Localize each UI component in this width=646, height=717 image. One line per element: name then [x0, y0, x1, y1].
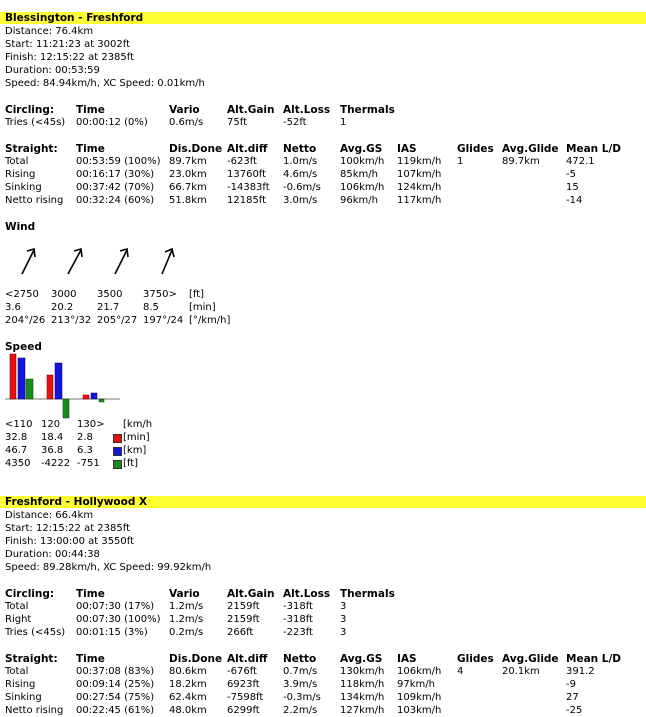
column-header: Dis.Done — [169, 143, 223, 155]
table-cell: -7598ft — [227, 692, 264, 703]
table-cell: 96km/h — [340, 195, 378, 206]
wind-cell: [ft] — [189, 289, 205, 300]
table-cell: Tries (<45s) — [5, 117, 66, 128]
wind-cell: 3500 — [97, 289, 123, 300]
wind-cell: 205°/27 — [97, 315, 138, 326]
wind-cell: 204°/26 — [5, 315, 46, 326]
table-cell: 6299ft — [227, 705, 260, 716]
table-cell: 00:27:54 (75%) — [76, 692, 155, 703]
table-cell: -14 — [566, 195, 583, 206]
column-header: Straight: — [5, 653, 58, 665]
table-cell: 4 — [457, 666, 464, 677]
speed-cell: 46.7 — [5, 445, 28, 456]
table-cell: 20.1km — [502, 666, 540, 677]
leg-2-header — [0, 496, 646, 508]
table-cell: 62.4km — [169, 692, 207, 703]
speed-cell: 6.3 — [77, 445, 93, 456]
table-cell: -0.3m/s — [283, 692, 321, 703]
wind-cell: 20.2 — [51, 302, 74, 313]
column-header: Straight: — [5, 143, 58, 155]
table-cell: 12185ft — [227, 195, 267, 206]
table-cell: 0.6m/s — [169, 117, 204, 128]
table-cell: 80.6km — [169, 666, 207, 677]
table-cell: 00:22:45 (61%) — [76, 705, 155, 716]
table-cell: 106km/h — [397, 666, 442, 677]
table-cell: 127km/h — [340, 705, 385, 716]
wind-title: Wind — [5, 221, 36, 233]
table-cell: -318ft — [283, 601, 313, 612]
table-cell: 27 — [566, 692, 579, 703]
leg-2-distance: Distance: 66.4km — [5, 510, 94, 521]
bar-km-130 — [91, 393, 97, 399]
table-cell: 2159ft — [227, 601, 260, 612]
speed-title: Speed — [5, 341, 42, 353]
leg-1-finish: Finish: 12:15:22 at 2385ft — [5, 52, 135, 63]
table-cell: 00:37:42 (70%) — [76, 182, 155, 193]
wind-cell: <2750 — [5, 289, 39, 300]
table-cell: 119km/h — [397, 156, 442, 167]
bar-km-110 — [18, 358, 25, 399]
table-cell: 0.2m/s — [169, 627, 204, 638]
column-header: Time — [76, 653, 105, 665]
column-header: Mean L/D — [566, 143, 622, 155]
table-cell: 3 — [340, 627, 347, 638]
column-header: Netto — [283, 143, 317, 155]
table-cell: Rising — [5, 679, 36, 690]
table-cell: 106km/h — [340, 182, 385, 193]
table-cell: 1 — [340, 117, 347, 128]
column-header: Alt.Loss — [283, 588, 331, 600]
table-cell: Netto rising — [5, 195, 64, 206]
table-cell: 18.2km — [169, 679, 207, 690]
column-header: Vario — [169, 588, 200, 600]
leg-1-distance: Distance: 76.4km — [5, 26, 94, 37]
table-cell: Sinking — [5, 692, 42, 703]
wind-cell: 21.7 — [97, 302, 120, 313]
legend-km-swatch — [113, 447, 122, 456]
wind-arrow-icon — [64, 244, 86, 276]
wind-cell: [°/km/h] — [189, 315, 231, 326]
speed-cell: 18.4 — [41, 432, 64, 443]
speed-cell: 120 — [41, 419, 61, 430]
speed-cell: [km/h — [123, 419, 153, 430]
bar-km-120 — [55, 363, 62, 399]
column-header: Time — [76, 588, 105, 600]
table-cell: 00:32:24 (60%) — [76, 195, 155, 206]
table-cell: 100km/h — [340, 156, 385, 167]
wind-cell: 197°/24 — [143, 315, 184, 326]
column-header: Circling: — [5, 104, 55, 116]
table-cell: 00:09:14 (25%) — [76, 679, 155, 690]
table-cell: 3 — [340, 614, 347, 625]
bar-min-110 — [10, 354, 16, 399]
table-cell: 51.8km — [169, 195, 207, 206]
table-cell: 23.0km — [169, 169, 207, 180]
table-cell: 134km/h — [340, 692, 385, 703]
speed-cell: -751 — [77, 458, 100, 469]
table-cell: -623ft — [227, 156, 257, 167]
speed-cell: -4222 — [41, 458, 71, 469]
column-header: Alt.Gain — [227, 104, 275, 116]
speed-cell: <110 — [5, 419, 33, 430]
table-cell: 6923ft — [227, 679, 260, 690]
table-cell: 3 — [340, 601, 347, 612]
table-cell: 89.7km — [169, 156, 207, 167]
table-cell: -14383ft — [227, 182, 270, 193]
column-header: Vario — [169, 104, 200, 116]
table-cell: 118km/h — [340, 679, 385, 690]
table-cell: 0.7m/s — [283, 666, 318, 677]
table-cell: 75ft — [227, 117, 247, 128]
table-cell: -0.6m/s — [283, 182, 321, 193]
table-cell: 15 — [566, 182, 579, 193]
column-header: Glides — [457, 653, 494, 665]
wind-arrow-icon — [157, 244, 179, 276]
table-cell: Tries (<45s) — [5, 627, 66, 638]
speed-cell: 36.8 — [41, 445, 64, 456]
wind-arrow-icon — [18, 244, 40, 276]
table-cell: -9 — [566, 679, 576, 690]
bar-ft-110 — [26, 379, 33, 399]
table-cell: Netto rising — [5, 705, 64, 716]
speed-cell: 4350 — [5, 458, 31, 469]
column-header: Netto — [283, 653, 317, 665]
leg-1-header — [0, 12, 646, 24]
table-cell: 66.7km — [169, 182, 207, 193]
wind-cell: 3000 — [51, 289, 77, 300]
table-cell: 4.6m/s — [283, 169, 318, 180]
column-header: Mean L/D — [566, 653, 622, 665]
speed-cell: 32.8 — [5, 432, 28, 443]
table-cell: -52ft — [283, 117, 307, 128]
table-cell: 391.2 — [566, 666, 595, 677]
wind-cell: 3750> — [143, 289, 177, 300]
table-cell: Right — [5, 614, 32, 625]
table-cell: Total — [5, 601, 29, 612]
table-cell: 109km/h — [397, 692, 442, 703]
table-cell: Rising — [5, 169, 36, 180]
table-cell: 00:16:17 (30%) — [76, 169, 155, 180]
wind-cell: 3.6 — [5, 302, 21, 313]
table-cell: 107km/h — [397, 169, 442, 180]
speed-cell: [min] — [123, 432, 150, 443]
table-cell: 13760ft — [227, 169, 267, 180]
table-cell: 1.0m/s — [283, 156, 318, 167]
table-cell: 85km/h — [340, 169, 378, 180]
column-header: Dis.Done — [169, 653, 223, 665]
legend-ft-swatch — [113, 460, 122, 469]
speed-cell: 130> — [77, 419, 105, 430]
table-cell: 48.0km — [169, 705, 207, 716]
wind-cell: 213°/32 — [51, 315, 92, 326]
table-cell: 472.1 — [566, 156, 595, 167]
leg-2-speed: Speed: 89.28km/h, XC Speed: 99.92km/h — [5, 562, 212, 573]
leg-1-title: Blessington - Freshford — [5, 12, 144, 24]
table-cell: 1 — [457, 156, 464, 167]
table-cell: 00:07:30 (17%) — [76, 601, 155, 612]
table-cell: 3.0m/s — [283, 195, 318, 206]
table-cell: 00:01:15 (3%) — [76, 627, 148, 638]
speed-cell: 2.8 — [77, 432, 93, 443]
leg-2-duration: Duration: 00:44:38 — [5, 549, 100, 560]
table-cell: 266ft — [227, 627, 254, 638]
table-cell: 3.9m/s — [283, 679, 318, 690]
table-cell: -318ft — [283, 614, 313, 625]
table-cell: 124km/h — [397, 182, 442, 193]
table-cell: 00:07:30 (100%) — [76, 614, 161, 625]
table-cell: 89.7km — [502, 156, 540, 167]
column-header: Alt.diff — [227, 653, 268, 665]
column-header: Time — [76, 104, 105, 116]
bar-min-120 — [47, 375, 53, 399]
table-cell: Total — [5, 666, 29, 677]
table-cell: Sinking — [5, 182, 42, 193]
table-cell: 2.2m/s — [283, 705, 318, 716]
table-cell: 1.2m/s — [169, 614, 204, 625]
column-header: Thermals — [340, 588, 395, 600]
bar-ft-130 — [99, 399, 104, 402]
column-header: Avg.Glide — [502, 653, 559, 665]
column-header: IAS — [397, 143, 417, 155]
table-cell: 97km/h — [397, 679, 435, 690]
table-cell: -223ft — [283, 627, 313, 638]
speed-cell: [ft] — [123, 458, 139, 469]
leg-1-start: Start: 11:21:23 at 3002ft — [5, 39, 131, 50]
table-cell: 00:53:59 (100%) — [76, 156, 161, 167]
table-cell: 1.2m/s — [169, 601, 204, 612]
table-cell: 00:00:12 (0%) — [76, 117, 148, 128]
table-cell: -5 — [566, 169, 576, 180]
column-header: Avg.GS — [340, 143, 383, 155]
leg-1-speed: Speed: 84.94km/h, XC Speed: 0.01km/h — [5, 78, 205, 89]
table-cell: 130km/h — [340, 666, 385, 677]
speed-histogram — [5, 352, 125, 422]
wind-cell: [min] — [189, 302, 216, 313]
column-header: IAS — [397, 653, 417, 665]
table-cell: 103km/h — [397, 705, 442, 716]
leg-1-duration: Duration: 00:53:59 — [5, 65, 100, 76]
column-header: Alt.diff — [227, 143, 268, 155]
leg-2-title: Freshford - Hollywood X — [5, 496, 148, 508]
table-cell: -25 — [566, 705, 583, 716]
column-header: Avg.Glide — [502, 143, 559, 155]
speed-cell: [km] — [123, 445, 147, 456]
bar-ft-120 — [63, 399, 69, 418]
table-cell: 117km/h — [397, 195, 442, 206]
leg-2-finish: Finish: 13:00:00 at 3550ft — [5, 536, 135, 547]
column-header: Thermals — [340, 104, 395, 116]
table-cell: 2159ft — [227, 614, 260, 625]
table-cell: Total — [5, 156, 29, 167]
wind-arrow-icon — [111, 244, 133, 276]
column-header: Time — [76, 143, 105, 155]
column-header: Alt.Loss — [283, 104, 331, 116]
table-cell: -676ft — [227, 666, 257, 677]
column-header: Alt.Gain — [227, 588, 275, 600]
bar-min-130 — [83, 395, 89, 399]
column-header: Circling: — [5, 588, 55, 600]
column-header: Avg.GS — [340, 653, 383, 665]
table-cell: 00:37:08 (83%) — [76, 666, 155, 677]
wind-cell: 8.5 — [143, 302, 159, 313]
column-header: Glides — [457, 143, 494, 155]
legend-min-swatch — [113, 434, 122, 443]
leg-2-start: Start: 12:15:22 at 2385ft — [5, 523, 131, 534]
